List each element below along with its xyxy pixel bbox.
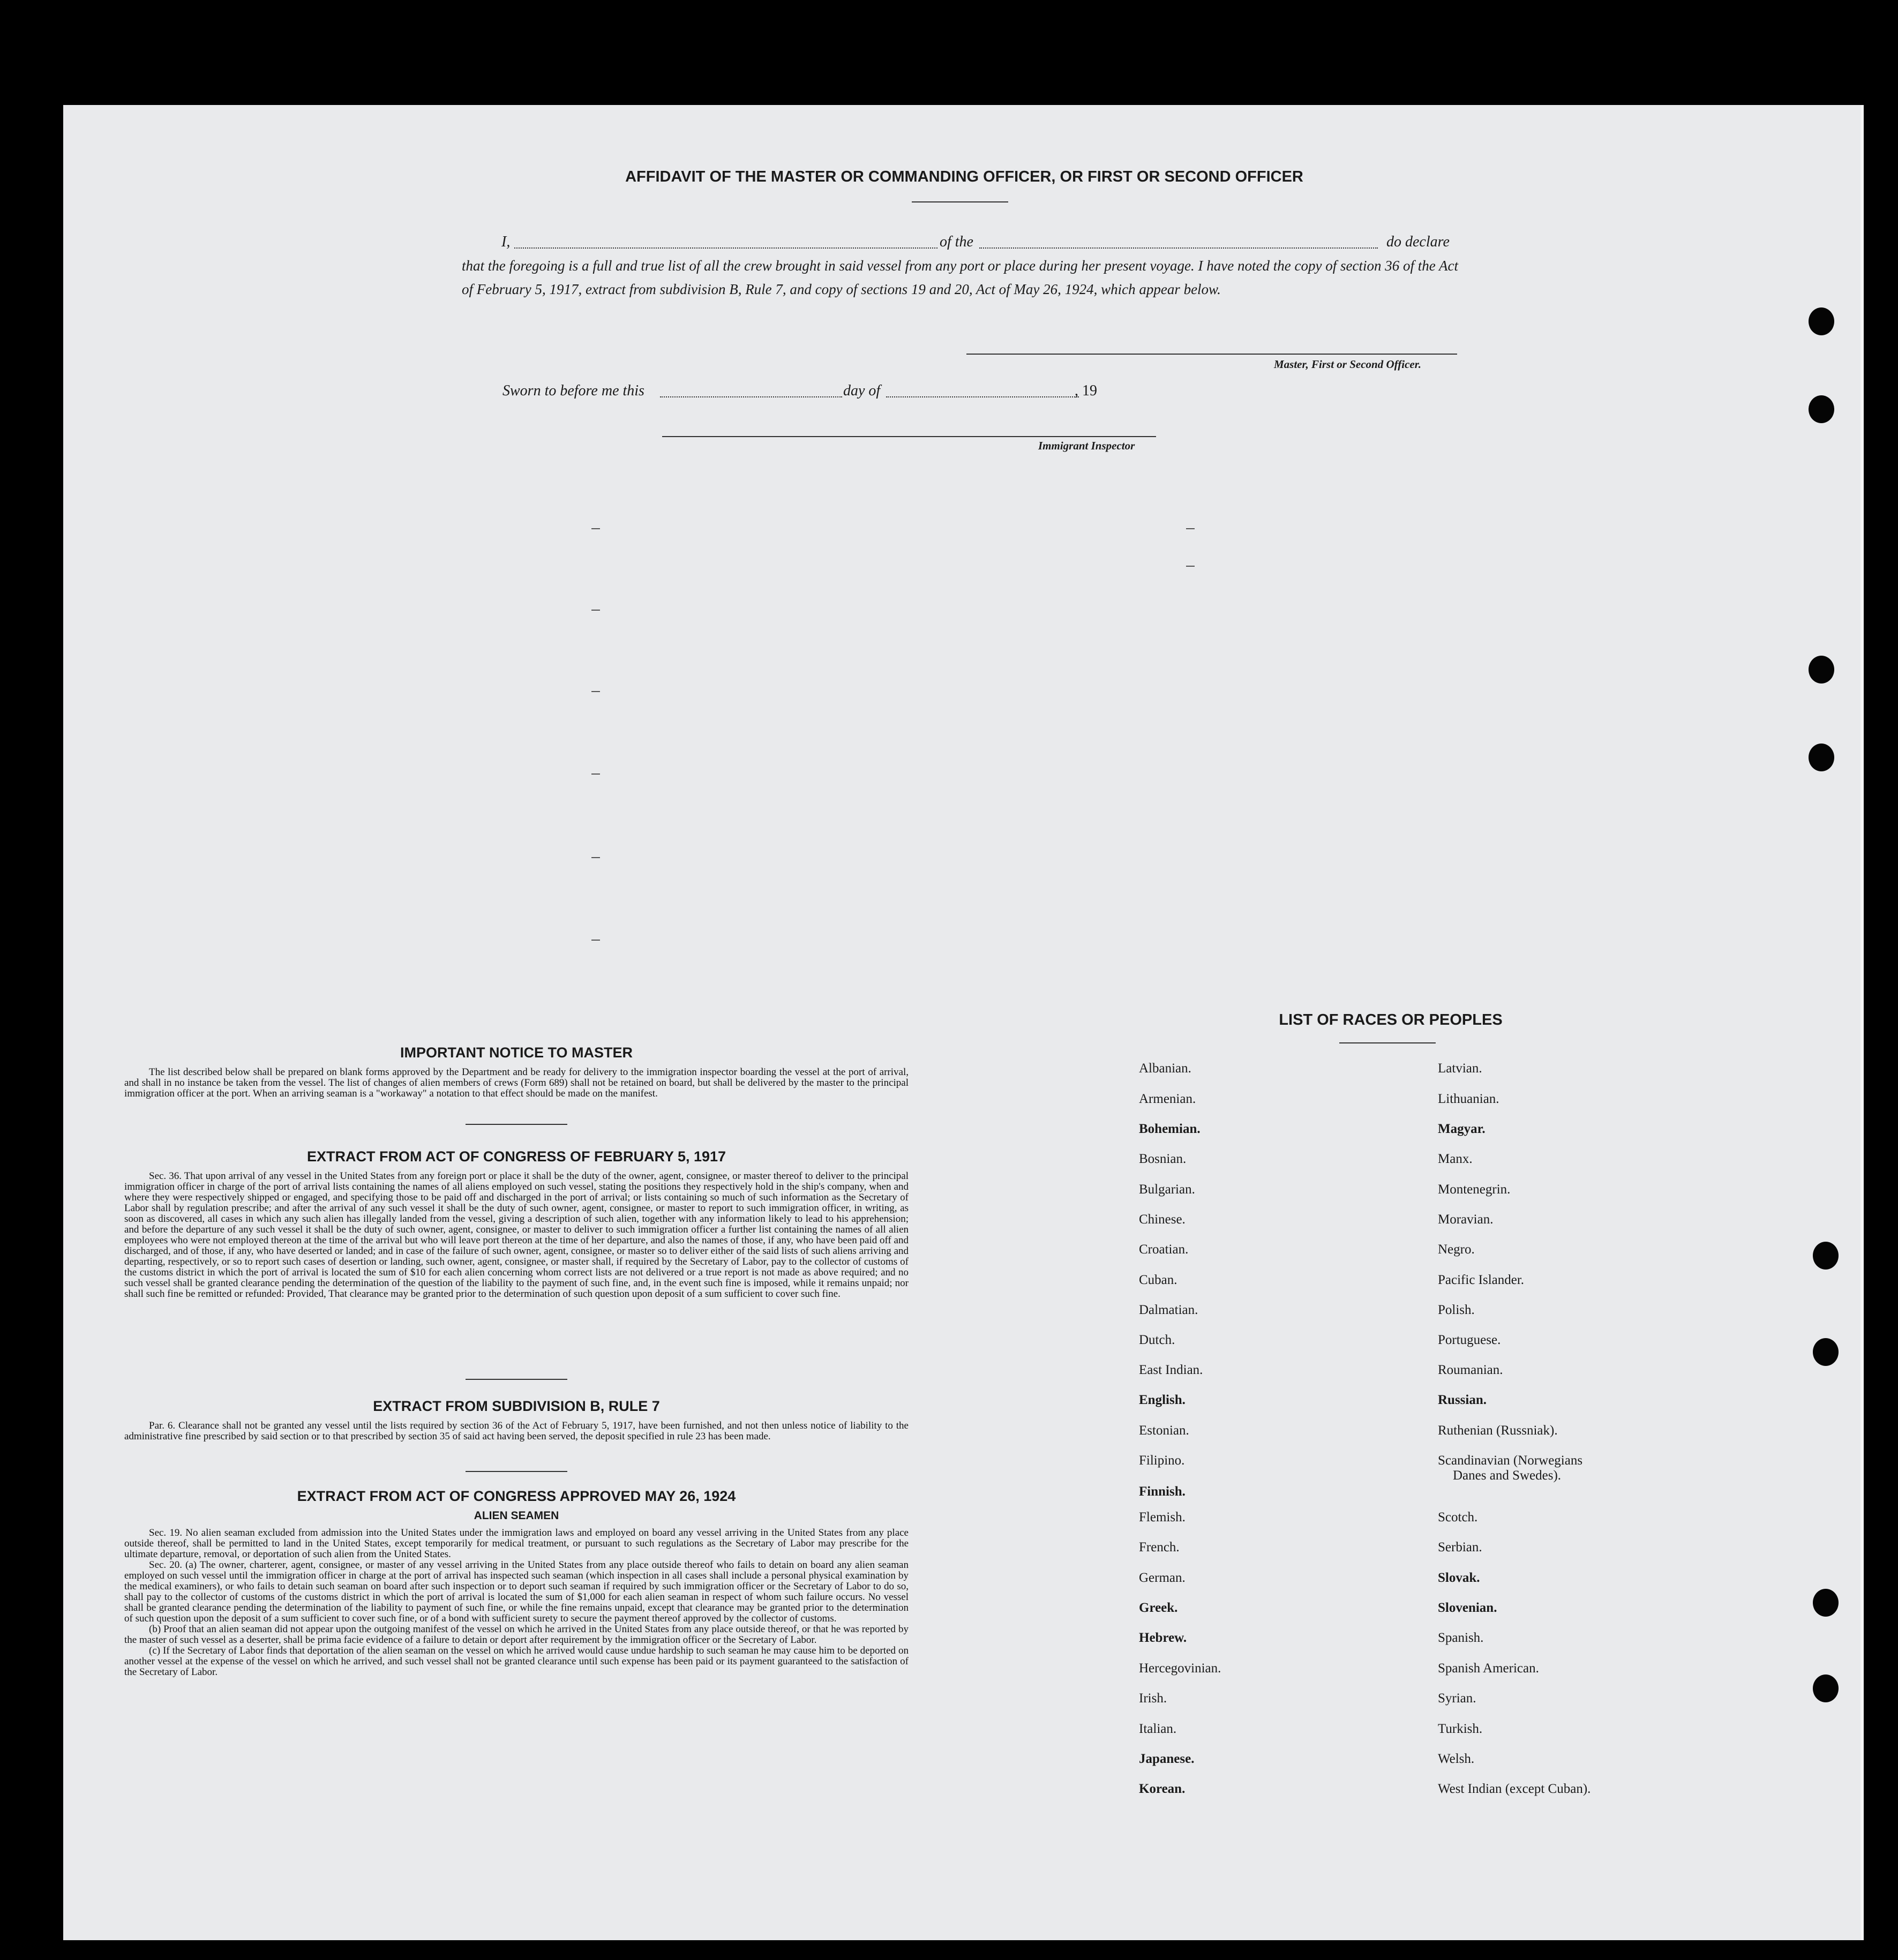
race-item-left: Filipino. bbox=[1139, 1453, 1185, 1468]
binder-hole bbox=[1809, 307, 1834, 335]
binder-hole bbox=[1813, 1589, 1839, 1617]
faint-mark bbox=[591, 528, 600, 529]
race-item-left: Bosnian. bbox=[1139, 1152, 1187, 1166]
race-item-left: English. bbox=[1139, 1393, 1186, 1407]
faint-mark bbox=[1186, 528, 1195, 529]
sworn-month-line[interactable] bbox=[886, 396, 1079, 397]
extract-1917-block bbox=[124, 1171, 909, 1300]
race-item-right: Welsh. bbox=[1438, 1752, 1475, 1766]
race-item-right: Pacific Islander. bbox=[1438, 1273, 1525, 1287]
race-item-right: Russian. bbox=[1438, 1393, 1487, 1407]
race-item-left: Albanian. bbox=[1139, 1061, 1191, 1076]
faint-mark bbox=[591, 940, 600, 941]
race-item-right: Spanish American. bbox=[1438, 1661, 1539, 1676]
binder-hole bbox=[1813, 1674, 1839, 1702]
races-title-rule bbox=[1339, 1042, 1436, 1043]
race-item-left: Chinese. bbox=[1139, 1212, 1186, 1227]
race-item-right: Latvian. bbox=[1438, 1061, 1482, 1076]
race-item-right: Lithuanian. bbox=[1438, 1092, 1499, 1106]
section-divider bbox=[466, 1124, 567, 1125]
extract-1924-sec20c: (c) If the Secretary of Labor finds that deportation of the alien seaman on the vessel on which he arrived would cause undue hardship to such seaman he may cause him to be deported on another vessel at the expense of the vessel on which he arrived, and such vessel shall not be granted clearance until such expense has been paid or its payment guaranteed to the satisfaction of the Secretary of Labor. bbox=[124, 1645, 909, 1678]
race-item-right: West Indian (except Cuban). bbox=[1438, 1782, 1591, 1796]
race-item-left: Estonian. bbox=[1139, 1423, 1189, 1438]
binder-hole bbox=[1809, 656, 1834, 684]
race-item-right: Roumanian. bbox=[1438, 1363, 1503, 1377]
race-item-left: Dalmatian. bbox=[1139, 1303, 1198, 1317]
extract-1924-subtitle: ALIEN SEAMEN bbox=[474, 1510, 559, 1522]
extract-1917-text: Sec. 36. That upon arrival of any vessel in the United States from any foreign port or place it shall be the duty of the owner, agent, consignee, or master thereof to deliver to the principal immigration officer in charge of the port of arrival lists containing the names of all aliens employed on such vessel, stating the positions they respectively hold in the ship's company, when and where they were respectively shipped or engaged, and specifying those to be paid off and discharged in the port of arrival; or lists containing so much of such information as the Secretary of Labor shall by regulation prescribe; and after the arrival of any such vessel it shall be the duty of such owner, agent, consignee, or master to report to such immigration officer, in writing, as soon as discovered, all cases in which any such alien has illegally landed from the vessel, giving a description of such alien, together with any information likely to lead to his apprehension; and before the departure of any such vessel it shall be the duty of such owner, agent, consignee, or master to deliver to such immigration officer a further list containing the names of all alien employees who were not employed thereon at the time of the arrival but who will leave port thereon at the time of her departure, and also the names of those, if any, who have been paid off and discharged, and of those, if any, who have deserted or landed; and in case of the failure of such owner, agent, consignee, or master so to deliver either of the said lists of such aliens arriving and departing, respectively, or so to report such cases of desertion or landing, such owner, agent, consignee, or master shall, if required by the Secretary of Labor, pay to the collector of customs of the customs district in which the port of arrival is located the sum of $10 for each alien concerning whom correct lists are not delivered or a true report is not made as above required; and no such vessel shall be granted clearance pending the determination of the question of the liability to the payment of such fine, and, in the event such fine is imposed, while it remains unpaid; nor shall such fine be remitted or refunded: Provided, That clearance may be granted prior to the determination of such question upon deposit of a sum sufficient to cover such fine. bbox=[124, 1170, 909, 1300]
race-item-right: Serbian. bbox=[1438, 1540, 1482, 1555]
race-item-right: Turkish. bbox=[1438, 1722, 1483, 1736]
affidavit-body: that the foregoing is a full and true list of all the crew brought in said vessel from any port or place during her present voyage. I have noted the copy of section 36 of the Act of February 5, 1917, extract from subdivision B, Rule 7, and copy of sections 19 and 20, Act of May 26, 1924, which appear below. bbox=[462, 258, 1458, 297]
binder-hole bbox=[1813, 1338, 1839, 1366]
extract-1924-title: EXTRACT FROM ACT OF CONGRESS APPROVED MAY 26, 1924 bbox=[297, 1488, 736, 1504]
race-item-left: French. bbox=[1139, 1540, 1180, 1555]
inspector-caption: Immigrant Inspector bbox=[1038, 439, 1135, 452]
extract-1924-sec19: Sec. 19. No alien seaman excluded from admission into the United States under the immigration laws and employed on board any vessel arriving in the United States from any place outside thereof, shall be permitted to land in the United States, except temporarily for medical treatment, or pursuant to such regulations as the Secretary of Labor may prescribe for the ultimate departure, removal, or deportation of such alien from the United States. bbox=[124, 1527, 909, 1560]
sworn-day-line[interactable] bbox=[660, 396, 842, 397]
race-item-left: Japanese. bbox=[1139, 1752, 1195, 1766]
extract-1924-sec20a: Sec. 20. (a) The owner, charterer, agent, consignee, or master of any vessel arriving in the United States from any place outside thereof who fails to detain on board any alien seaman employed on such vessel until the immigration officer in charge at the port of arrival has inspected such seaman (which inspection in all cases shall include a personal physical examination by the medical examiners), or who fails to detain such seaman on board after such inspection or to deport such seaman if required by such immigration officer or the Secretary of Labor to do so, shall pay to the collector of customs of the customs district in which the port of arrival is located the sum of $1,000 for each alien seaman in respect of whom such failure occurs. No vessel shall be granted clearance pending the determination of the liability to payment of such fine, or while the fine remains unpaid, except that clearance may be granted prior to the determination of such question upon the deposit of a sum sufficient to cover such fine, or of a bond with sufficient surety to secure the payment thereof approved by the collector of customs. bbox=[124, 1559, 909, 1624]
signature-caption: Master, First or Second Officer. bbox=[1274, 358, 1421, 371]
race-item-right: Montenegrin. bbox=[1438, 1182, 1511, 1197]
faint-mark bbox=[1186, 566, 1195, 567]
faint-mark bbox=[591, 610, 600, 611]
race-item-right: Scandinavian (Norwegians bbox=[1438, 1453, 1583, 1468]
year-label: , 19 bbox=[1075, 382, 1097, 399]
faint-mark bbox=[591, 691, 600, 692]
name-line[interactable] bbox=[514, 247, 937, 249]
binder-hole bbox=[1809, 744, 1834, 771]
race-item-left: Flemish. bbox=[1139, 1510, 1186, 1525]
race-item-right: Magyar. bbox=[1438, 1122, 1486, 1136]
race-item-left: Bohemian. bbox=[1139, 1122, 1201, 1136]
notice-text-block bbox=[124, 1067, 909, 1099]
extract-1917-title: EXTRACT FROM ACT OF CONGRESS OF FEBRUARY 5, 1917 bbox=[306, 1148, 726, 1165]
race-item-left: Croatian. bbox=[1139, 1242, 1189, 1257]
signature-line[interactable] bbox=[966, 354, 1457, 355]
race-item-right: Spanish. bbox=[1438, 1631, 1484, 1645]
race-item-right: Syrian. bbox=[1438, 1691, 1476, 1706]
race-item-right: Manx. bbox=[1438, 1152, 1473, 1166]
vessel-line[interactable] bbox=[979, 247, 1378, 249]
race-item-right: Danes and Swedes). bbox=[1453, 1468, 1562, 1483]
race-item-right: Negro. bbox=[1438, 1242, 1475, 1257]
notice-text: The list described below shall be prepared on blank forms approved by the Department and be ready for delivery to the immigration inspector boarding the vessel at the port of arrival, and shall in no instance be taken from the vessel. The list of changes of alien members of crews (Form 689) shall not be retained on board, but shall be delivered by the master to the principal immigration officer at the port. When an arriving seaman is a "workaway" a notation to that effect should be made on the manifest. bbox=[124, 1067, 909, 1099]
day-of-label: day of bbox=[843, 382, 881, 399]
sworn-label: Sworn to before me this bbox=[502, 382, 644, 399]
extract-1924-sec20b: (b) Proof that an alien seaman did not appear upon the outgoing manifest of the vessel on which he arrived in the United States from any place outside thereof, or that he was reported by the master of such vessel as a deserter, shall be prima facie evidence of a failure to detain or deport after requirement by the immigration officer or the Secretary of Labor. bbox=[124, 1624, 909, 1646]
races-title: LIST OF RACES OR PEOPLES bbox=[1279, 1011, 1503, 1028]
inspector-line[interactable] bbox=[662, 436, 1156, 437]
race-item-left: Italian. bbox=[1139, 1722, 1177, 1736]
do-declare-label: do declare bbox=[1386, 234, 1450, 250]
extract-rule7-text: Par. 6. Clearance shall not be granted any vessel until the lists required by section 36 of the Act of February 5, 1917, have been furnished, and not then unless notice of liability to the administrative fine prescribed by said section or to that prescribed by section 35 of said act having been served, the deposit specified in rule 23 has been made. bbox=[124, 1420, 909, 1442]
race-item-right: Slovenian. bbox=[1438, 1601, 1497, 1615]
race-item-left: Finnish. bbox=[1139, 1484, 1186, 1499]
section-divider bbox=[466, 1379, 567, 1380]
race-item-right: Portuguese. bbox=[1438, 1333, 1501, 1347]
race-item-left: Greek. bbox=[1139, 1601, 1178, 1615]
race-item-left: Hebrew. bbox=[1139, 1631, 1187, 1645]
race-item-left: Bulgarian. bbox=[1139, 1182, 1195, 1197]
faint-mark bbox=[591, 774, 600, 775]
sheet-edge bbox=[1861, 105, 1864, 1940]
extract-1924-block bbox=[124, 1528, 909, 1678]
i-label: I, bbox=[501, 234, 511, 250]
extract-rule7-block bbox=[124, 1421, 909, 1442]
race-item-right: Moravian. bbox=[1438, 1212, 1494, 1227]
race-item-right: Slovak. bbox=[1438, 1571, 1480, 1585]
race-item-left: Armenian. bbox=[1139, 1092, 1196, 1106]
extract-rule7-title: EXTRACT FROM SUBDIVISION B, RULE 7 bbox=[373, 1398, 660, 1414]
binder-hole bbox=[1809, 395, 1834, 423]
of-the-label: of the bbox=[940, 234, 973, 250]
title-rule bbox=[912, 201, 1008, 202]
race-item-left: Cuban. bbox=[1139, 1273, 1177, 1287]
race-item-right: Ruthenian (Russniak). bbox=[1438, 1423, 1558, 1438]
race-item-right: Polish. bbox=[1438, 1303, 1475, 1317]
affidavit-title: AFFIDAVIT OF THE MASTER OR COMMANDING OFFICER, OR FIRST OR SECOND OFFICER bbox=[625, 168, 1303, 185]
race-item-left: German. bbox=[1139, 1571, 1186, 1585]
race-item-left: Hercegovinian. bbox=[1139, 1661, 1221, 1676]
race-item-left: Irish. bbox=[1139, 1691, 1167, 1706]
notice-title: IMPORTANT NOTICE TO MASTER bbox=[400, 1045, 633, 1061]
race-item-left: Korean. bbox=[1139, 1782, 1186, 1796]
race-item-right: Scotch. bbox=[1438, 1510, 1478, 1525]
binder-hole bbox=[1813, 1242, 1839, 1270]
race-item-left: East Indian. bbox=[1139, 1363, 1203, 1377]
faint-mark bbox=[591, 857, 600, 858]
race-item-left: Dutch. bbox=[1139, 1333, 1175, 1347]
section-divider bbox=[466, 1471, 567, 1472]
